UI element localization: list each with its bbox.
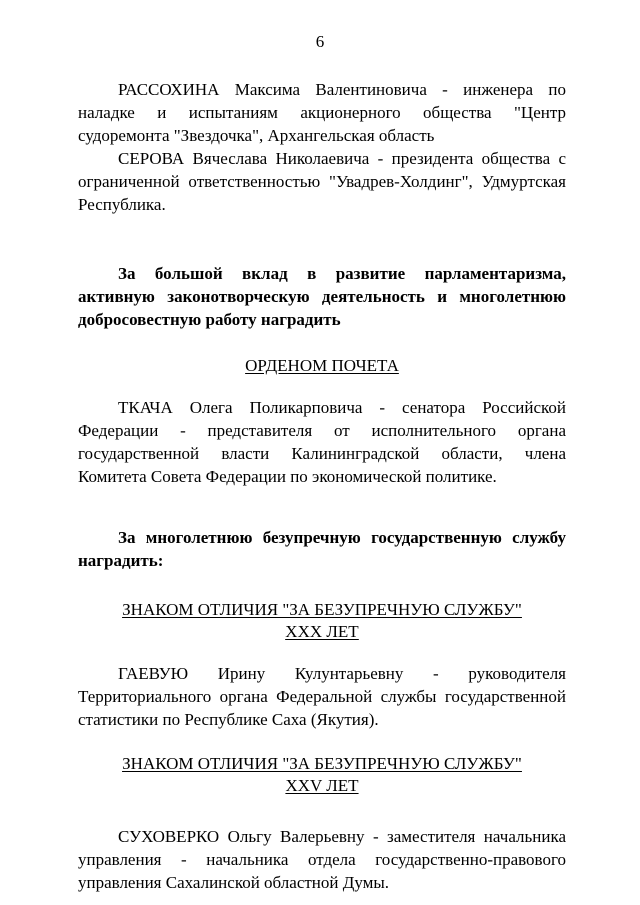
award-25-line2-text: XXV ЛЕТ bbox=[285, 776, 359, 795]
award-title-25-years-line2 bbox=[78, 775, 566, 797]
award-25-line1-text: ЗНАКОМ ОТЛИЧИЯ "ЗА БЕЗУПРЕЧНУЮ СЛУЖБУ" bbox=[122, 754, 522, 773]
award-title-30-years-line1 bbox=[78, 599, 566, 621]
award-entry-rassokhin: РАССОХИНА Максима Валентиновича - инженера по наладке и испытаниям акционерного общества "Центр судоремонта "Звездочка", Архангельская область bbox=[78, 80, 566, 145]
award-title-30-years bbox=[78, 599, 566, 643]
award-title-order-of-honor-text: ОРДЕНОМ ПОЧЕТА bbox=[245, 356, 399, 375]
page-number: 6 bbox=[315, 32, 325, 51]
award-title-30-years-line2 bbox=[78, 621, 566, 643]
award-title-25-years bbox=[78, 753, 566, 797]
award-entry-tkach: ТКАЧА Олега Поликарповича - сенатора Российской Федерации - представителя от исполнительного органа государственной власти Калининградской области, члена Комитета Совета Федерации по экономической политике. bbox=[78, 398, 566, 486]
award-entry-sukhoverko: СУХОВЕРКО Ольгу Валерьевну - заместителя начальника управления - начальника отдела государственно-правового управления Сахалинской областной Думы. bbox=[78, 827, 566, 892]
award-30-line1-text: ЗНАКОМ ОТЛИЧИЯ "ЗА БЕЗУПРЕЧНУЮ СЛУЖБУ" bbox=[122, 600, 522, 619]
decree-state-service: За многолетнюю безупречную государственную службу наградить: bbox=[78, 528, 566, 570]
decree-parliamentarism: За большой вклад в развитие парламентаризма, активную законотворческую деятельность и многолетнюю добросовестную работу наградить bbox=[78, 264, 566, 329]
award-title-25-years-line1 bbox=[78, 753, 566, 775]
award-entry-serov: СЕРОВА Вячеслава Николаевича - президента общества с ограниченной ответственностью "Увадрев-Холдинг", Удмуртская Республика. bbox=[78, 149, 566, 214]
document-body bbox=[78, 78, 566, 894]
award-title-order-of-honor bbox=[78, 355, 566, 377]
award-entry-gaevaya: ГАЕВУЮ Ирину Кулунтарьевну - руководителя Территориального органа Федеральной службы государственной статистики по Республике Саха (Якутия). bbox=[78, 664, 566, 729]
award-30-line2-text: XXX ЛЕТ bbox=[285, 622, 359, 641]
